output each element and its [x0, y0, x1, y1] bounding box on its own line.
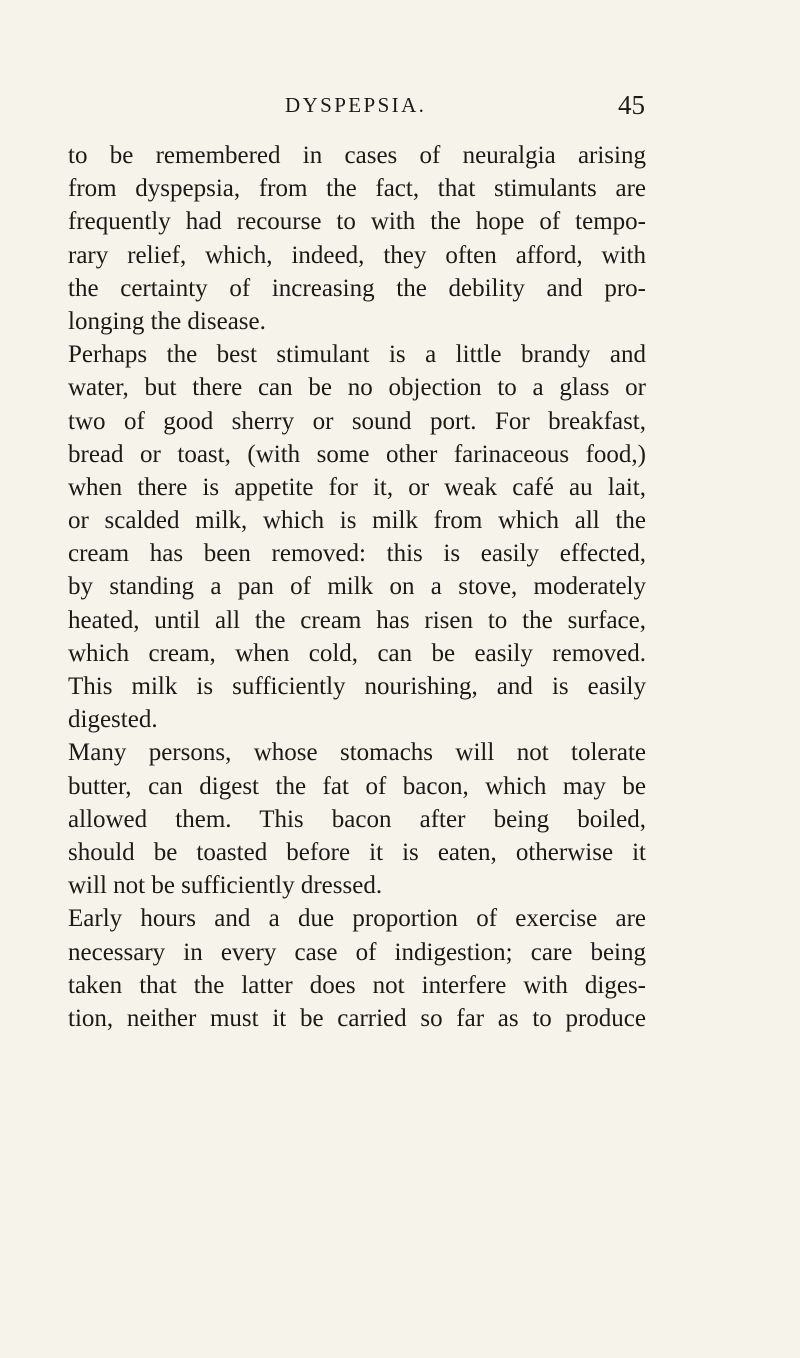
page-number: 45 [618, 90, 645, 120]
text-line: necessary in every case of indigestion; care being [68, 938, 646, 966]
text-line: frequently had recourse to with the hope of tempo- [68, 208, 646, 236]
page-header [67, 88, 645, 122]
text-line: allowed them. This bacon after being boiled, [68, 805, 646, 833]
text-line: Early hours and a due proportion of exercise are [68, 905, 646, 933]
body-text [68, 139, 646, 1035]
text-line: to be remembered in cases of neuralgia arising [68, 142, 646, 169]
text-line: digested. [68, 706, 158, 734]
text-line: by standing a pan of milk on a stove, moderately [68, 573, 646, 601]
text-line: or scalded milk, which is milk from which all the [68, 507, 646, 535]
text-line: water, but there can be no objection to a glass or [68, 374, 646, 402]
text-line: longing the disease. [68, 307, 266, 335]
text-line: cream has been removed: this is easily effected, [68, 540, 646, 568]
text-line: two of good sherry or sound port. For breakfast, [68, 407, 646, 435]
text-line: which cream, when cold, can be easily removed. [68, 639, 646, 667]
text-line: heated, until all the cream has risen to the surface, [68, 606, 646, 634]
text-line: Perhaps the best stimulant is a little brandy and [68, 341, 646, 369]
text-line: should be toasted before it is eaten, otherwise it [68, 838, 646, 866]
text-line: when there is appetite for it, or weak café au lait, [68, 473, 646, 501]
text-line: butter, can digest the fat of bacon, which may be [68, 772, 646, 800]
text-line: the certainty of increasing the debility and pro- [68, 274, 646, 302]
text-line: tion, neither must it be carried so far as to produce [68, 1004, 646, 1032]
text-line: taken that the latter does not interfere with diges- [68, 971, 646, 999]
text-line: Many persons, whose stomachs will not tolerate [68, 739, 646, 767]
text-line: bread or toast, (with some other farinaceous food,) [68, 440, 646, 468]
running-title: DYSPEPSIA. [285, 93, 427, 117]
text-line: from dyspepsia, from the fact, that stimulants are [68, 175, 646, 203]
text-line: rary relief, which, indeed, they often afford, with [68, 241, 646, 269]
text-line: This milk is sufficiently nourishing, and is easily [68, 673, 646, 700]
text-line: will not be sufficiently dressed. [68, 872, 383, 900]
